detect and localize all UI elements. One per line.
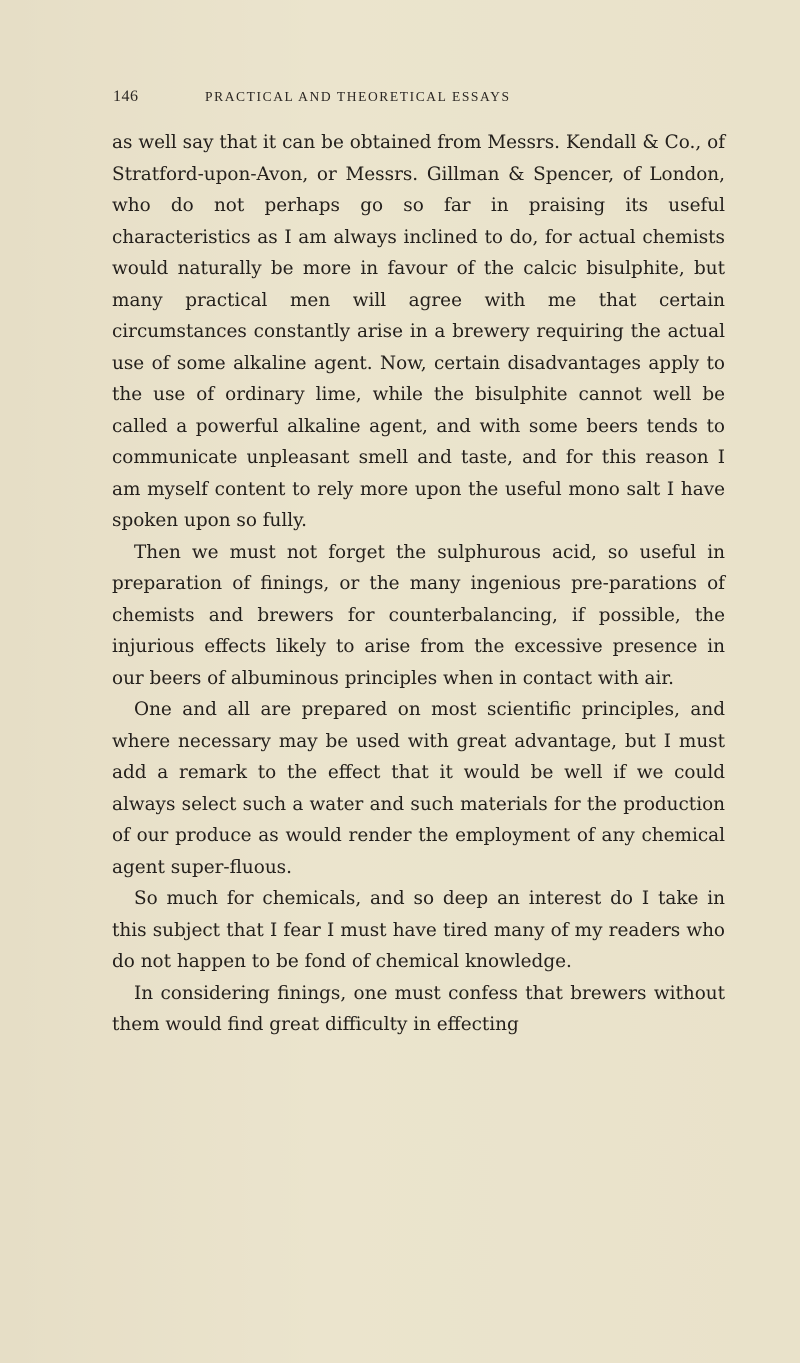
paragraph-sulphurous-acid: Then we must not forget the sulphurous acid, so useful in preparation of finings, or the many ingenious pre-parations of chemists and brewers for counterbalancing, if possible, the injurious effects likely to arise from the excessive presence in our beers of albuminous principles when in contact with air. [112,541,725,689]
page-number: 146 [113,88,139,105]
paragraph-scientific-principles: One and all are prepared on most scientific principles, and where necessary may be used with great advantage, but I must add a remark to the effect that it would be well if we could always select such a water and such materials for the production of our produce as would render the employment of any chemical agent super-fluous. [112,699,725,878]
page-header [113,88,713,112]
paragraph-finings: In considering finings, one must confess that brewers without them would find great difficulty in effecting [112,982,725,1035]
paragraph-continued: as well say that it can be obtained from Messrs. Kendall & Co., of Stratford-upon-Avon, or Messrs. Gillman & Spencer, of London, who do not perhaps go so far in praising its useful characteristics as I am always inclined to do, for actual chemists would naturally be more in favour of the calcic bisulphite, but many practical men will agree with me that certain circumstances constantly arise in a brewery requiring the actual use of some alkaline agent. Now, certain disadvantages apply to the use of ordinary lime, while the bisulphite cannot well be called a powerful alkaline agent, and with some beers tends to communicate unpleasant smell and taste, and for this reason I am myself content to rely more upon the useful mono salt I have spoken upon so fully. [112,132,725,531]
running-head: PRACTICAL AND THEORETICAL ESSAYS [205,89,511,104]
paragraph-chemicals: So much for chemicals, and so deep an interest do I take in this subject that I fear I must have tired many of my readers who do not happen to be fond of chemical knowledge. [112,888,725,972]
body-text [112,127,725,1041]
